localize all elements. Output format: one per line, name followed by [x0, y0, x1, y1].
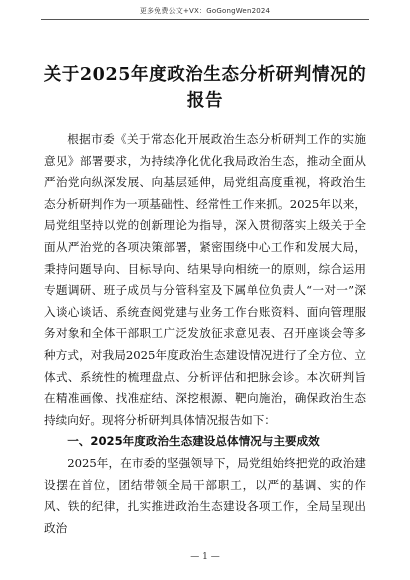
document-body [44, 129, 366, 539]
section-heading: 一、2025年度政治生态建设总体情况与主要成效 [67, 434, 320, 449]
intro-paragraph: 根据市委《关于常态化开展政治生态分析研判工作的实施意见》部署要求，为持续净化优化我局政治生态，推动全面从严治党向纵深发展、向基层延伸，局党组高度重视，将政治生态分析研判作为一项基础性、经常性工作来抓。2025年以来，局党组坚持以党的创新理论为指导，深入贯彻落实上级关于全面从严治党的各项决策部署，紧密围绕中心工作和发展大局，秉持问题导向、目标导向、结果导向相统一的原则，综合运用专题调研、班子成员与分管科室及下属单位负责人“一对一”深入谈心谈话、系统查阅党建与业务工作台账资料、面向管理服务对象和全体干部职工广泛发放征求意见表、召开座谈会等多种方式，对我局2025年度政治生态建设情况进行了全方位、立体式、系统性的梳理盘点、分析评估和把脉会诊。本次研判旨在精准画像、找准症结、深挖根源、靶向施治，确保政治生态持续向好。现将分析研判具体情况报告如下： [44, 132, 366, 427]
section-paragraph: 2025年，在市委的坚强领导下，局党组始终把党的政治建设摆在首位，团结带领全局干部职工，以严的基调、实的作风、铁的纪律，扎实推进政治生态建设各项工作，全局呈现出政治 [44, 455, 366, 535]
header-text: 更多免费公文+VX：GoGongWen2024 [139, 7, 271, 15]
document-title: 关于2025年度政治生态分析研判情况的报告 [43, 65, 367, 111]
page-number: — 1 — [190, 552, 220, 562]
page-header [0, 0, 410, 20]
header-divider [41, 19, 369, 20]
